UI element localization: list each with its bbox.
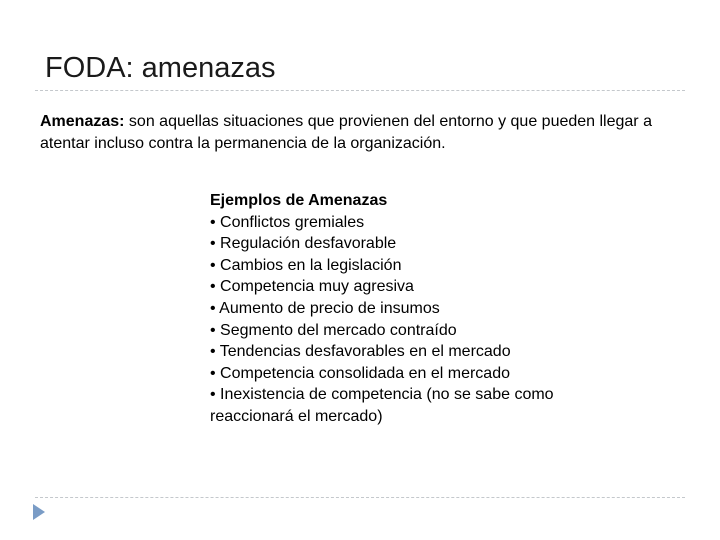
slide-title: FODA: amenazas bbox=[45, 52, 276, 84]
example-item: • Tendencias desfavorables en el mercado bbox=[210, 343, 511, 361]
example-item: • Cambios en la legislación bbox=[210, 256, 402, 274]
example-item: • Regulación desfavorable bbox=[210, 235, 397, 253]
intro-term: Amenazas: bbox=[40, 113, 125, 130]
examples-heading: Ejemplos de Amenazas bbox=[210, 192, 388, 209]
example-item: • Competencia muy agresiva bbox=[210, 278, 414, 296]
footer-divider bbox=[35, 497, 685, 498]
intro-text: son aquellas situaciones que provienen del entorno y que pueden llegar a atentar incluso contra la permanencia de la organización. bbox=[40, 113, 652, 152]
example-item: • Inexistencia de competencia (no se sabe como reaccionará el mercado) bbox=[210, 386, 554, 425]
example-item: • Segmento del mercado contraído bbox=[210, 321, 457, 339]
examples-block bbox=[210, 190, 630, 428]
triangle-right-icon[interactable] bbox=[33, 504, 45, 520]
example-item: • Conflictos gremiales bbox=[210, 213, 365, 231]
example-item: • Aumento de precio de insumos bbox=[210, 299, 440, 317]
example-item: • Competencia consolidada en el mercado bbox=[210, 364, 510, 382]
examples-list bbox=[210, 212, 630, 428]
title-divider bbox=[35, 90, 685, 91]
intro-paragraph bbox=[40, 111, 700, 155]
